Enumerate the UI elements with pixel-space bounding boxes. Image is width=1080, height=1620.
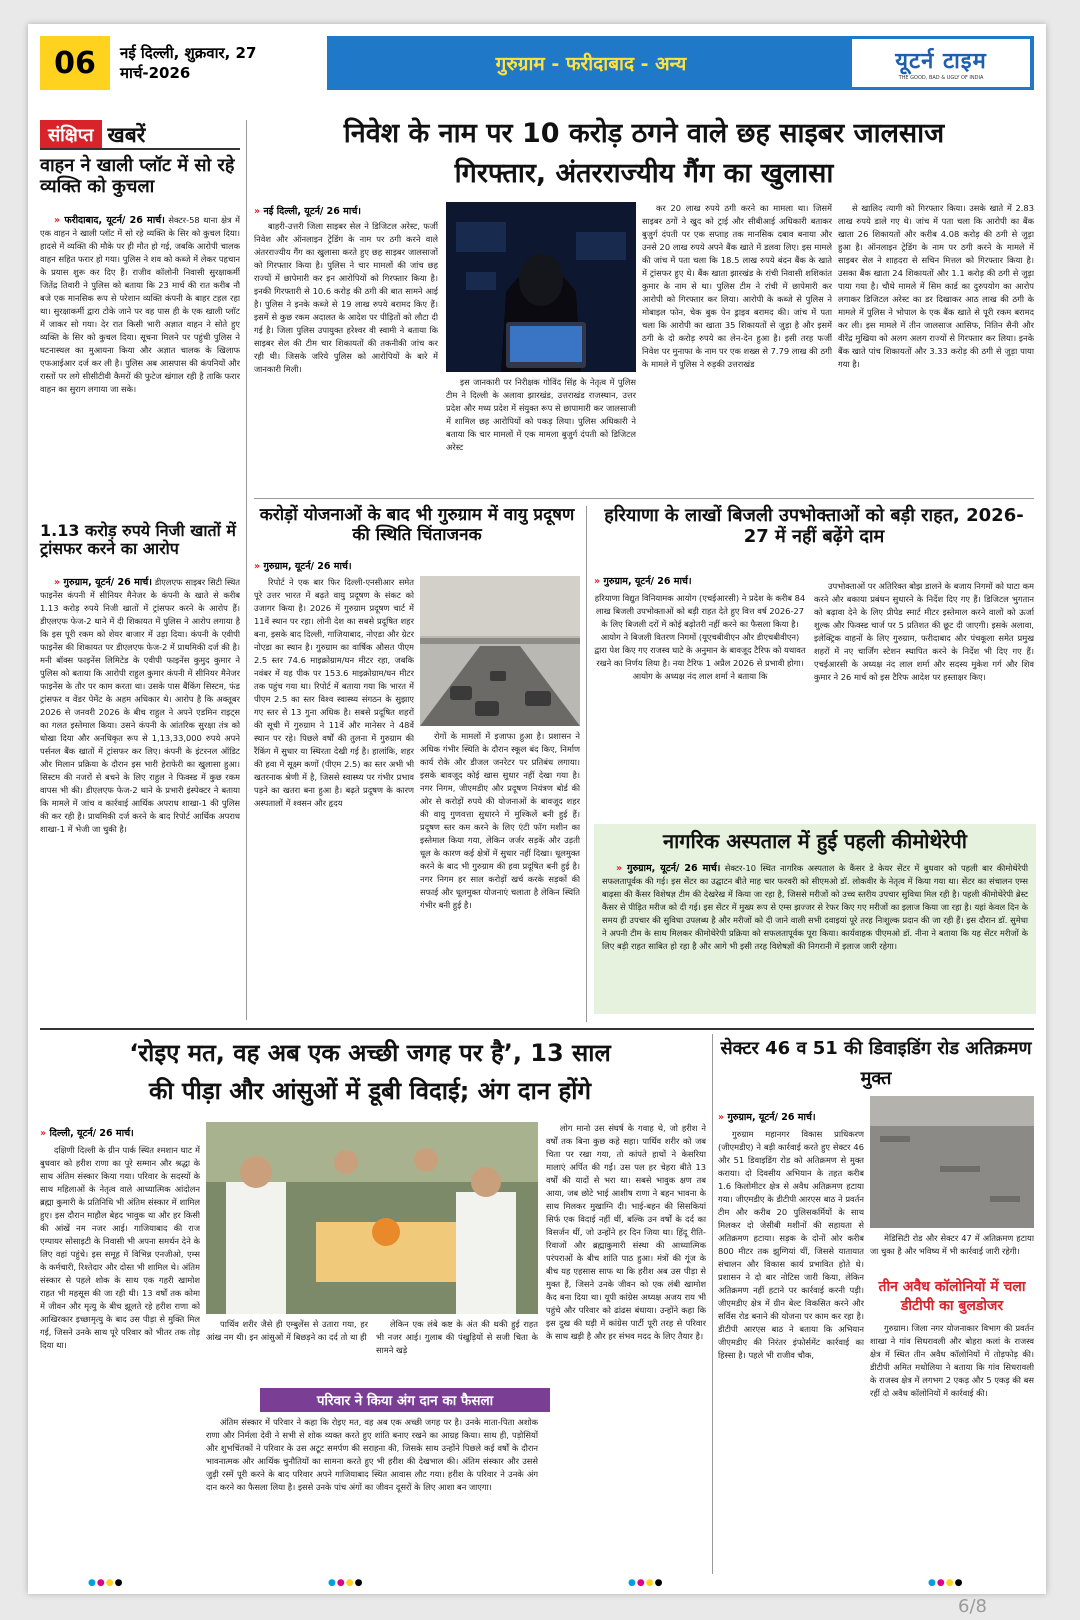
divider bbox=[40, 148, 240, 150]
farewell-sub-body-text: अंतिम संस्कार में परिवार ने कहा कि रोइए मत, वह अब एक अच्छी जगह पर है। उनके माता-पिता अशोक राणा और निर्मला देवी ने सभी से शोक व्यक्त करते हुए शांति बनाए रखने का आग्रह किया। साथ ही, पड़ोसियों और शुभचिंतकों ने परिवार के उस अटूट समर्पण की सराहना की, जिसके साथ उन्होंने पिछले कई वर्षों के दौरान भावनात्मक और आर्थिक चुनौतियों का सामना करते हुए भी हरीश की देखभाल की। अंतिम संस्कार और उससे जुड़ी रस्में पूरी करने के बाद परिवार अपने गाजियाबाद स्थित आवास लौट गया। हरीश के परिवार ने उनके अंग दान करने का फैसला लिया है। इससे उनके पांच अंगों का जीवन दूसरों के लिए आशा बन जाएगा। bbox=[206, 1417, 538, 1492]
registration-marks: ●●●● bbox=[628, 1578, 664, 1588]
chemo-dateline: » गुरुग्राम, यूटर्न/ 26 मार्च। bbox=[616, 863, 720, 874]
lead-col-1 bbox=[254, 220, 438, 494]
road-col-1-text: गुरुग्राम महानगर विकास प्राधिकरण (जीएमडीए) ने बड़ी कार्रवाई करते हुए सेक्टर 46 और 51 डिवाइडिंग रोड को अतिक्रमण से मुक्त कराया। दो दिवसीय अभियान के तहत करीब 1.6 किलोमीटर क्षेत्र से अवैध अतिक्रमण हटाया गया। जीएमडीए के डीटीपी आरएस बाठ ने प्रवर्तन टीम और करीब 20 पुलिसकर्मियों के साथ मिलकर दो जेसीबी मशीनों की सहायता से अतिक्रमण हटाया। सड़क के दोनों ओर करीब 800 मीटर तक झुग्गियां थीं, जिससे यातायात संचालन और विकास कार्य प्रभावित होते थे। प्रशासन ने दो बार नोटिस जारी किया, लेकिन अतिक्रमण नहीं हटाने पर कार्रवाई करनी पड़ी। जीएमडीए क्षेत्र में ग्रीन बेल्ट विकसित करने और सर्विस रोड बनाने की योजना पर काम कर रहा है। डीटीपी आरएस बाठ ने बताया कि अभियान जीएमडीए की निरंतर इंफोर्समेंट कार्रवाई का हिस्सा है। पहले भी राजीव चौक, bbox=[718, 1129, 864, 1360]
registration-marks: ●●●● bbox=[928, 1578, 964, 1588]
air-headline: करोड़ों योजनाओं के बाद भी गुरुग्राम में वायु प्रदूषण की स्थिति चिंताजनक bbox=[259, 505, 575, 545]
road-dateline: » गुरुग्राम, यूटर्न/ 26 मार्च। bbox=[718, 1110, 816, 1123]
logo-text: यूटर्न टाइम bbox=[895, 48, 987, 74]
newspaper-page bbox=[28, 24, 1046, 1594]
logo bbox=[852, 39, 1030, 87]
s1-text: सेक्टर-58 थाना क्षेत्र में एक वाहन ने खाली प्लॉट में सो रहे व्यक्ति के सिर को कुचल दिया। हादसे में व्यक्ति की मौके पर ही मौत हो गई, जबकि आरोपी चालक वाहन सहित फरार हो गया। पुलिस ने शव को कब्जे में लेकर पहचान के प्रयास शुरू कर दिए हैं। राजीव कॉलोनी निवासी सुरक्षाकर्मी जितेंद्र तिवारी ने पुलिस को बताया कि 23 मार्च की रात करीब नौ बजे एक मानसिक रूप से परेशान व्यक्ति कंपनी के बाहर टहल रहा था। सुरक्षाकर्मी द्वारा टोके जाने पर वह पास ही के एक खाली प्लॉट में जाकर सो गया। देर रात किसी भारी अज्ञात वाहन ने सोते हुए व्यक्ति के सिर को कुचल दिया। सूचना मिलने पर पहुंची पुलिस ने घटनास्थल का मुआयना किया और अज्ञात चालक के खिलाफ एफआईआर दर्ज कर ली है। पुलिस अब आसपास की कंपनियों और रास्तों पर लगे सीसीटीवी कैमरों की फुटेज खंगाल रही है ताकि फरार वाहन का सुराग लगाया जा सके। bbox=[40, 215, 240, 394]
lead-headline-line-2: गिरफ्तार, अंतरराज्यीय गैंग का खुलासा bbox=[454, 158, 834, 189]
logo-tagline: THE GOOD, BAD & UGLY OF INDIA bbox=[898, 75, 984, 81]
divider bbox=[40, 1028, 1034, 1030]
power-col-2 bbox=[814, 580, 1034, 814]
dtp-text: गुरुग्राम। जिला नगर योजनाकार विभाग की प्रवर्तन शाखा ने गांव सिधरावली और बोहरा कलां के राजस्व क्षेत्र में स्थित तीन अवैध कॉलोनियों में तोड़फोड़ की। डीटीपी अमित मधोलिया ने बताया कि गांव सिधरावली के राजस्व क्षेत्र में लगभग 2 एकड़ और 5 एकड़ की बस रहीं दो अवैध कॉलोनियों में कार्रवाई की। bbox=[870, 1323, 1034, 1398]
s2-headline: 1.13 करोड़ रुपये निजी खातों में ट्रांसफर करने का आरोप bbox=[40, 521, 236, 559]
registration-marks: ●●●● bbox=[88, 1578, 124, 1588]
farewell-headline-line-1: ‘रोइए मत, वह अब एक अच्छी जगह पर है’, 13 साल bbox=[129, 1039, 611, 1067]
air-col-2 bbox=[420, 730, 580, 1022]
chemo-body bbox=[602, 862, 1028, 1010]
column-rule bbox=[712, 1034, 713, 1574]
air-col-2-text: रोगों के मामलों में इजाफा हुआ है। प्रशासन ने अधिक गंभीर स्थिति के दौरान स्कूल बंद किए, निर्माण कार्य रोके और डीजल जनरेटर पर प्रतिबंध लगाया। इसके बावजूद कोई खास सुधार नहीं देखा गया है। नगर निगम, जीएमडीए और प्रदूषण नियंत्रण बोर्ड की ओर से करोड़ों रुपये की योजनाओं के बावजूद शहर की वायु गुणवत्ता सुधारने में मुश्किलें बनी हुई हैं। प्रदूषण स्तर कम करने के लिए एंटी फॉग मशीन का इस्तेमाल किया गया, लेकिन जर्जर सड़कें और उड़ती धूल के कारण कई क्षेत्रों में सुधार नहीं दिखा। धूलमुक्त करने के बाद भी गुरुग्राम की हवा प्रदूषित बनी हुई है। नगर निगम हर साल करोड़ों खर्च करके सड़कों की सफाई और धूलमुक्त योजनाएं चलाता है लेकिन स्थिति गंभीर बनी हुई है। bbox=[420, 731, 580, 910]
lead-col-4-text: से खालिद त्यागी को गिरफ्तार किया। उसके खाते में 2.83 लाख रुपये डाले गए थे। जांच में पता चला कि आरोपी का बैंक खाता 26 शिकायतों और करीब 4.08 करोड़ की ठगी से जुड़ा हुआ है। ऑनलाइन ट्रेडिंग के नाम पर ठगी करने के मामले में साइबर सेल ने शाहदरा से सचिन मित्तल को गिरफ्तार किया है। उसका बैंक खाता 24 शिकायतों और 1.1 करोड़ की ठगी से जुड़ा पाया गया है। चौथे मामले में सिम कार्ड का दुरुपयोग का आरोप लगाकर डिजिटल अरेस्ट का डर दिखाकर आठ लाख की ठगी के मामले में पुलिस ने भोपाल के एक बैंक खाते से पूरी रकम बरामद कर ली। इस मामले में तीन जालसाज आसिफ, नितिन सैनी और वीरेंद्र मुखिया को अलग अलग राज्यों से गिरफ्तार कर लिया। इनके बैंक खाते पांच शिकायतों और 3.33 करोड़ की ठगी से जुड़ा पाया गया है। bbox=[838, 203, 1034, 369]
s2-dateline: » गुरुग्राम, यूटर्न/ 26 मार्च। bbox=[54, 577, 152, 588]
road-col-2 bbox=[870, 1232, 1034, 1274]
date-line: नई दिल्ली, शुक्रवार, 27 मार्च-2026 bbox=[110, 36, 330, 90]
chemo-headline: नागरिक अस्पताल में हुई पहली कीमोथेरेपी bbox=[663, 829, 967, 853]
air-col-1-text: रिपोर्ट ने एक बार फिर दिल्ली-एनसीआर समेत पूरे उत्तर भारत में बढ़ते वायु प्रदूषण के संकट को उजागर किया है। 2026 में गुरुग्राम प्रदूषण चार्ट में 11वें स्थान पर रहा। लोनी देश का सबसे प्रदूषित शहर बना, इसके बाद दिल्ली, गाजियाबाद, नोएडा और ग्रेटर नोएडा का स्थान है। गुरुग्राम का वार्षिक औसत पीएम 2.5 स्तर 74.6 माइक्रोग्राम/घन मीटर रहा, जबकि नवंबर में यह पीक पर 153.6 माइक्रोग्राम/घन मीटर तक पहुंच गया था। रिपोर्ट में बताया गया कि भारत में पीएम 2.5 का स्तर विश्व स्वास्थ्य संगठन के सुझाए गए स्तर से 13 गुना अधिक है। सबसे प्रदूषित शहरों की सूची में गुरुग्राम ने 11वें और मानेसर ने 48वें स्थान पर रहे। पिछले वर्षों की तुलना में गुरुग्राम की रैंकिंग में सुधार या स्थिरता देखी गई है। हालांकि, शहर की हवा में सूक्ष्म कणों (पीएम 2.5) का स्तर अभी भी खतरनाक श्रेणी में है, जिससे स्वास्थ्य पर गंभीर प्रभाव पड़ने का खतरा बना हुआ है। बढ़ते प्रदूषण के कारण अस्पतालों में श्वसन और हृदय bbox=[254, 577, 414, 808]
lead-col-1-text: बाहरी-उत्तरी जिला साइबर सेल ने डिजिटल अरेस्ट, फर्जी निवेश और ऑनलाइन ट्रेडिंग के नाम पर ठगी करने वाले अंतरराज्यीय गैंग का खुलासा करते हुए छह साइबर जालसाजों को गिरफ्तार किया है। पुलिस ने चार मामलों की जांच छह राज्यों में छापेमारी कर इन आरोपियों को गिरफ्तार किया है। इनकी गिरफ्तारी से 10.6 करोड़ की ठगी की बात सामने आई है। पुलिस ने इनके कब्जे से 19 लाख रुपये बरामद किए हैं। इसमें से कुछ रकम अदालत के आदेश पर पीड़ितों को लौटा दी गई है। जिला पुलिस उपायुक्त हरेश्वर वी स्वामी ने बताया कि साइबर सेल की टीम चार शिकायतों की तकनीकी जांच कर रही थी। जिसके जरिये पुलिस को आरोपियों के बारे में जानकारी मिली। bbox=[254, 221, 438, 374]
road-col-1 bbox=[718, 1128, 864, 1574]
brief-tag bbox=[40, 120, 145, 150]
brief-tag-red: संक्षिप्त bbox=[40, 120, 102, 150]
lead-dateline: » नई दिल्ली, यूटर्न/ 26 मार्च। bbox=[254, 204, 361, 217]
hacker-photo bbox=[446, 202, 636, 372]
farewell-caption-right-text: लेकिन एक लंबे कष्ट के अंत की थकी हुई राहत भी नजर आई। गुलाब की पंखुड़ियों से सजी चिता के सामने खड़े bbox=[376, 1319, 538, 1355]
farewell-sub-body bbox=[206, 1416, 538, 1572]
farewell-headline-line-2: की पीड़ा और आंसुओं में डूबी विदाई; अंग दान होंगे bbox=[148, 1077, 591, 1105]
power-col-2-text: उपभोक्ताओं पर अतिरिक्त बोझ डालने के बजाय निगमों को घाटा कम करने और बकाया प्रबंधन सुधारने के निर्देश दिए गए हैं। डिजिटल भुगतान को बढ़ावा देने के लिए प्रीपेड स्मार्ट मीटर इस्तेमाल करने वालों को ऊर्जा शुल्क और फिक्स्ड चार्ज पर 5 प्रतिशत की छूट दी जाएगी। इसके अलावा, इलेक्ट्रिक वाहनों के लिए गुरुग्राम, फरीदाबाद और पंचकूला समेत प्रमुख शहरों में नए चार्जिंग स्टेशन स्थापित करने के निर्देश भी दिए गए हैं। एचईआरसी के अध्यक्ष नंद लाल शर्मा और सदस्य मुकेश गर्ग और शिव कुमार ने 26 मार्च को इस टैरिफ आदेश पर हस्ताक्षर किए। bbox=[814, 581, 1034, 682]
lead-col-4 bbox=[838, 202, 1034, 494]
s1-dateline: » फरीदाबाद, यूटर्न/ 26 मार्च। bbox=[54, 215, 165, 226]
farewell-caption-right bbox=[376, 1318, 538, 1386]
farewell-caption-left-text: पार्थिव शरीर जैसे ही एम्बुलेंस से उतारा गया, हर आंख नम थी। इन आंसुओं में बिछड़ने का दर्द तो था ही bbox=[206, 1319, 368, 1342]
power-headline: हरियाणा के लाखों बिजली उपभोक्ताओं को बड़ी राहत, 2026-27 में नहीं बढ़ेंगे दाम bbox=[604, 505, 1024, 547]
page-number: 06 bbox=[40, 36, 110, 90]
lead-headline-line-1: निवेश के नाम पर 10 करोड़ ठगने वाले छह साइबर जालसाज bbox=[343, 118, 945, 149]
power-col-1-text: हरियाणा विद्युत विनियामक आयोग (एचईआरसी) ने प्रदेश के करीब 84 लाख बिजली उपभोक्ताओं को बड़ी राहत देते हुए वित्त वर्ष 2026-27 के लिए बिजली दरों में कोई बढ़ोतरी नहीं करने का फैसला किया है। आयोग ने बिजली वितरण निगमों (यूएचबीवीएन और डीएचबीवीएन) द्वारा पेश किए गए राजस्व घाटे के अनुमान के बावजूद टैरिफ को यथावत रखने का निर्णय लिया है। नया टैरिफ 1 अप्रैल 2026 से प्रभावी होगा। आयोग के अध्यक्ष नंद लाल शर्मा ने बताया कि bbox=[594, 593, 806, 681]
brief-tag-black: खबरें bbox=[107, 123, 146, 147]
lead-col-2-text: इस जानकारी पर निरीक्षक गोविंद सिंह के नेतृत्व में पुलिस टीम ने दिल्ली के अलावा झारखंड, उत्तराखंड राजस्थान, उत्तर प्रदेश और मध्य प्रदेश में संयुक्त रूप से छापामारी कर जालसाजी में शामिल छह आरोपियों को पकड़ लिया। पुलिस अधिकारी ने बताया कि चार मामलों में एक मामला बुजुर्ग दंपती को डिजिटल अरेस्ट bbox=[446, 377, 636, 452]
s1-body bbox=[40, 214, 240, 510]
farewell-col-1-text: दक्षिणी दिल्ली के ग्रीन पार्क स्थित श्मशान घाट में बुधवार को हरीश राणा का पूरे सम्मान और श्रद्धा के साथ अंतिम संस्कार किया गया। परिवार के सदस्यों के साथ महिलाओं के नेतृत्व वाले आध्यात्मिक आंदोलन ब्रह्मा कुमारी के प्रतिनिधि भी अंतिम संस्कार में शामिल हुए। इस दौरान माहौल बेहद भावुक था और हर किसी की आंखें नम नजर आई। गाजियाबाद की राज एम्पायर सोसाइटी के निवासी भी अपना समर्थन देने के लिए वहां पहुंचे। इस समूह में विभिन्न एनजीओ, एम्स के कर्मचारी, रिश्तेदार और दोस्त भी शामिल थे। अंतिम संस्कार से पहले शोक के साथ एक गहरी खामोश राहत भी महसूस की जा रही थी। 13 वर्षों तक कोमा में जीवन और मृत्यु के बीच झूलते रहे हरीश राणा को आखिरकार इच्छामृत्यु के बाद उस पीड़ा से मुक्ति मिल गई, जिसने उनके साथ पूरे परिवार को भीतर तक तोड़ दिया था। bbox=[40, 1145, 200, 1350]
dtp-body bbox=[870, 1322, 1034, 1574]
lead-col-3 bbox=[642, 202, 832, 494]
road-photo bbox=[870, 1096, 1034, 1228]
divider bbox=[254, 498, 1034, 499]
farewell-col-1 bbox=[40, 1144, 200, 1574]
page-counter: 6/8 bbox=[958, 1596, 987, 1617]
hacker-illustration bbox=[446, 202, 636, 372]
farewell-caption-left bbox=[206, 1318, 368, 1386]
farewell-col-3 bbox=[546, 1122, 706, 1572]
masthead bbox=[40, 36, 1034, 90]
power-dateline: » गुरुग्राम, यूटर्न/ 26 मार्च। bbox=[594, 574, 692, 587]
smog-illustration bbox=[420, 576, 580, 726]
lead-col-2 bbox=[446, 376, 636, 494]
farewell-subhead: परिवार ने किया अंग दान का फैसला bbox=[260, 1388, 550, 1412]
column-rule bbox=[586, 506, 587, 1022]
lead-col-3-text: कर 20 लाख रुपये ठगी करने का मामला था। जिसमें साइबर ठगों ने खुद को ट्राई और सीबीआई अधिकारी बताकर बुजुर्ग दंपती पर एक सप्ताह तक मानसिक दबाव बनाया और उनसे 20 लाख रुपये अपने बैंक खाते में डलवा लिए। इस मामले की जांच में पता चला कि 18.5 लाख रुपये बंदन बैंक के खाते में ट्रांसफर हुए थे। बैंक खाता झारखंड के रांची निवासी शशिकांत कुमार के नाम से था। पुलिस टीम ने रांची में छापेमारी कर आरोपी को गिरफ्तार कर लिया। आरोपी के कब्जे से पुलिस ने मोबाइल फोन, चेक बुक पेन ड्राइव बरामद की। जांच में पता चला कि आरोपी का खाता 35 शिकायतों से जुड़ा है और इसमें ठगी के दो करोड़ रुपये का लेन-देन हुआ है। इसी तरह फर्जी निवेश पर मुनाफा के नाम पर एक शख्स से 7.79 लाख की ठगी के मामले में पुलिस ने रुड़की उत्तराखंड bbox=[642, 203, 832, 369]
farewell-col-3-text: लोग मानो उस संघर्ष के गवाह थे, जो हरीश ने वर्षों तक बिना कुछ कहे सहा। पार्थिव शरीर को जब चिता पर रखा गया, तो कांपते हाथों ने केसरिया मालाएं अर्पित की गईं। उस पल हर चेहरा बीते 13 वर्षों की यादों से भरा था। सबसे भावुक क्षण तब आया, जब छोटे भाई आशीष राणा ने बहन भावना के साथ मिलकर मुखाग्नि दी। भाई-बहन की सिसकियां सिर्फ एक विदाई नहीं थीं, बल्कि उन वर्षों के दर्द का विसर्जन थीं, जो उन्होंने हर दिन जिया था। हिंदू रीति-रिवाजों और ब्रह्माकुमारी संस्था की आध्यात्मिक परंपराओं के बीच शांति पाठ हुआ। मंत्रों की गूंज के बीच यह एहसास साफ था कि हरीश अब उस पीड़ा से मुक्त हैं, जिसने उनके जीवन को एक लंबी खामोश कैद बना दिया था। यूपी कांग्रेस अध्यक्ष अजय राय भी पहुंचे और परिवार को ढांढस बंधाया। उन्होंने कहा कि इस दुख की घड़ी में कांग्रेस पार्टी पूरी तरह से परिवार के साथ खड़ी है और हर संभव मदद के लिए तैयार है। bbox=[546, 1123, 706, 1341]
chemo-text: सेक्टर-10 स्थित नागरिक अस्पताल के कैंसर डे केयर सेंटर में बुधवार को पहली बार कीमोथेरेपी सफलतापूर्वक की गई। इस सेंटर का उद्घाटन बीते माह चार फरवरी को सीएमओ डॉ. लोकवीर के नेतृत्व में किया गया था। सेंटर का संचालन एम्स बाढ़सा की कैंसर विशेषज्ञ टीम की देखरेख में किया जा रहा है, जिससे मरीजों को उच्च स्तरीय उपचार सुविधा मिल रही है। पहली कीमोथेरेपी ब्रेस्ट कैंसर से पीड़ित मरीज को दी गई। इस सेंटर में मुख्य रूप से एम्स झज्जर से रेफर किए गए मरीजों का इलाज किया जा रहा है। यहां केवल दिन के समय ही उपचार की सुविधा उपलब्ध है और मरीजों को दी जाने वाली सभी दवाइयां पूरे तरह निःशुल्क प्रदान की जा रही हैं। इस दौरान डॉ. सुमेधा ने अपनी टीम के साथ मिलकर कीमोथेरेपी प्रक्रिया को सफलतापूर्वक पूरा किया। कार्यवाहक पीएमओ डॉ. नीना ने बताया कि यह सेंटर मरीजों के लिए बड़ी राहत साबित हो रहा है और आगे भी इसी तरह विशेषज्ञों की निगरानी में इलाज जारी रहेगा। bbox=[602, 863, 1028, 951]
dtp-headline: तीन अवैध कॉलोनियों में चला डीटीपी का बुलडोजर bbox=[878, 1279, 1026, 1314]
s2-text: डीएलएफ साइबर सिटी स्थित फाइनेंस कंपनी में सीनियर मैनेजर के कंपनी के खाते से करीब 1.13 करोड़ रुपये निजी खातों में ट्रांसफर करने के आरोप हैं। डीएलएफ फेज-2 थाने में दी शिकायत में पुलिस ने आरोप लगाया है कि इस पूरी रकम को शेयर बाजार में उड़ा दिया। कंपनी के एवीपी फाइनेंस की शिकायत पर डीएलएफ फेज-2 में प्राथमिकी दर्ज की है। मनी बॉक्स फाइनेंस लिमिटेड के एवीपी फाइनेंस कुमुद कुमार ने पुलिस को बताया कि आरोपी राहुल कुमार कंपनी में सीनियर मैनेजर फाइनेंस के तौर पर काम करता था। उसके पास बैंकिंग सिस्टम, फंड ट्रांसफर व वेंडर पेमेंट के अहम अधिकार थे। आरोप है कि अक्तूबर 2026 से जनवरी 2026 के बीच राहुल ने अपने एडमिन राइट्स का गलत इस्तेमाल किया। उसने कंपनी के आंतरिक सुरक्षा तंत्र को धोखा दिया और अनधिकृत रूप से 1,13,33,000 रुपये अपने पर्सनल बैंक खातों में ट्रांसफर कर लिए। कंपनी के इंटरनल ऑडिट और मिलान प्रक्रिया के दौरान इस भारी हेराफेरी का खुलासा हुआ। सिस्टम की नजरों से बचने के लिए राहुल ने फिक्स्ड में कुछ रकम वापस भी की। डीएलएफ फेज-2 थाने के प्रभारी इंस्पेक्टर ने बताया कि मामले में जांच व कार्रवाई आर्थिक अपराध शाखा-1 की पुलिस की कर रही है। प्राथमिकी दर्ज करने के बाद रिपोर्ट आर्थिक अपराध शाखा-1 में भेजी जा चुकी है। bbox=[40, 577, 240, 834]
column-rule bbox=[246, 120, 247, 1020]
farewell-headline bbox=[40, 1034, 700, 1110]
farewell-dateline: » दिल्ली, यूटर्न/ 26 मार्च। bbox=[40, 1126, 134, 1139]
road-col-2-text: मेडिसिटी रोड और सेक्टर 47 में अतिक्रमण हटाया जा चुका है और भविष्य में भी कार्रवाई जारी रहेगी। bbox=[870, 1233, 1034, 1256]
lead-headline bbox=[254, 114, 1034, 194]
section-title: गुरुग्राम - फरीदाबाद - अन्य bbox=[495, 53, 687, 75]
registration-marks: ●●●● bbox=[328, 1578, 364, 1588]
power-col-1 bbox=[594, 592, 806, 814]
road-illustration bbox=[870, 1096, 1034, 1228]
road-headline: सेक्टर 46 व 51 की डिवाइडिंग रोड अतिक्रमण मुक्त bbox=[720, 1038, 1032, 1089]
s1-headline: वाहन ने खाली प्लॉट में सो रहे व्यक्ति को कुचला bbox=[40, 155, 235, 197]
smog-traffic-photo bbox=[420, 576, 580, 726]
funeral-photo bbox=[206, 1122, 538, 1314]
air-dateline: » गुरुग्राम, यूटर्न/ 26 मार्च। bbox=[254, 559, 352, 572]
s2-body bbox=[40, 576, 240, 1016]
funeral-illustration bbox=[206, 1122, 538, 1314]
air-col-1 bbox=[254, 576, 414, 1022]
